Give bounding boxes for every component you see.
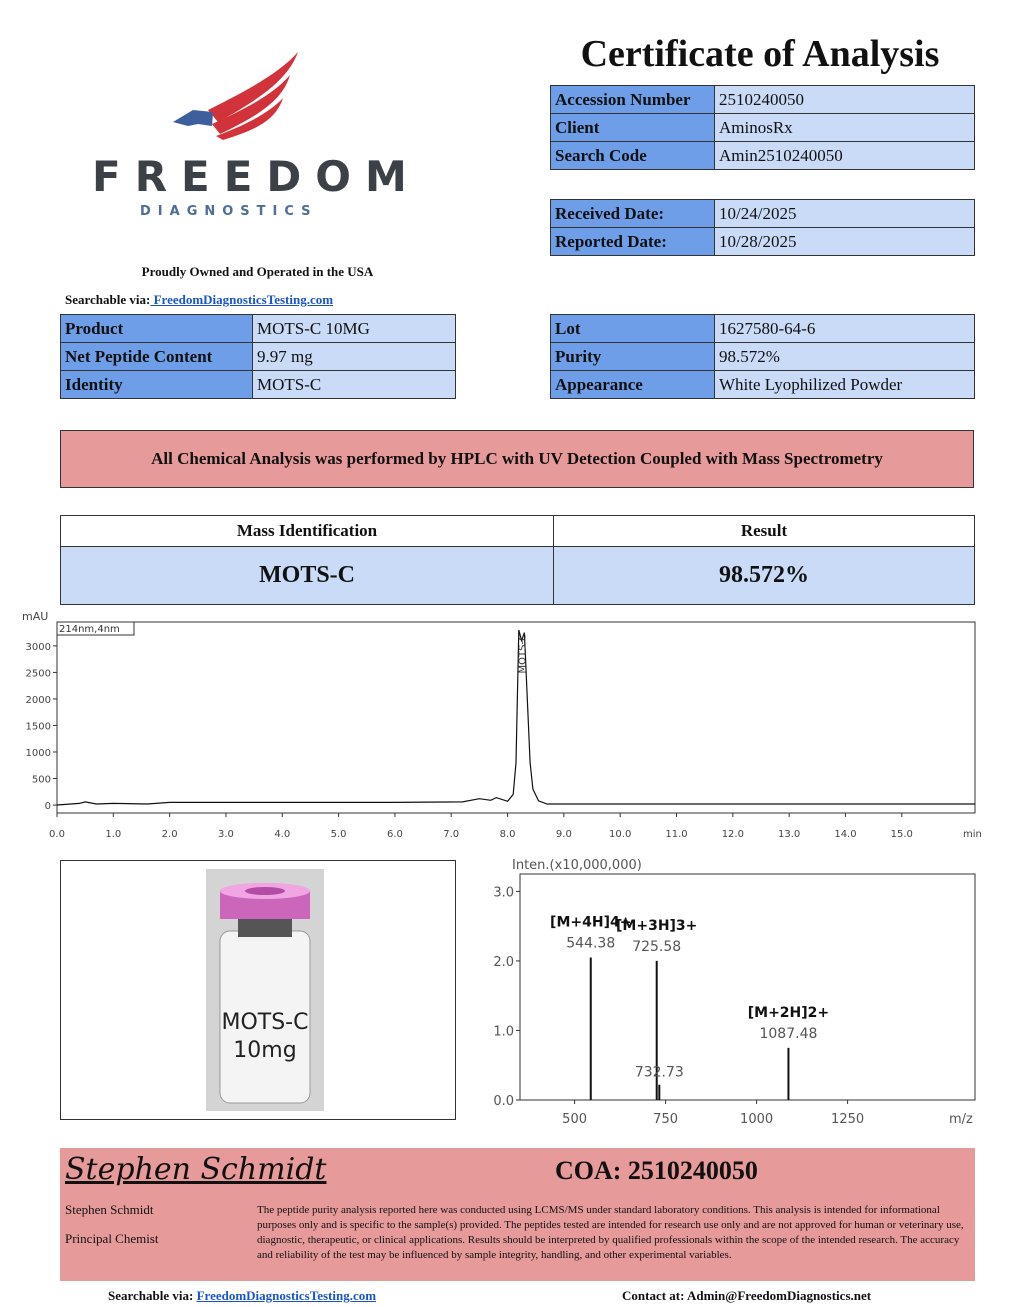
client-label: Client <box>551 114 715 142</box>
y-tick-label: 3.0 <box>493 885 514 901</box>
peak-mass-label: 725.58 <box>632 938 682 955</box>
x-tick-label: 13.0 <box>778 829 801 840</box>
vial-label-line1: MOTS-C <box>221 1010 309 1035</box>
dates-table <box>550 199 975 256</box>
chemist-name: Stephen Schmidt <box>65 1202 154 1217</box>
y-tick-label: 500 <box>31 774 51 786</box>
legend-label: 214nm,4nm <box>59 624 120 635</box>
disclaimer-text: The peptide purity analysis reported here was conducted using LCMS/MS under standard laboratory conditions. This analysis is intended for informational purposes only and is specific to the sample(s) provided. The peptides tested are intended for research use only and are not approved for human or veterinary use, diagnostic, therapeutic, or clinical applications. Results should be interpreted by qualified professionals within the scope of the intended research. The accuracy and reliability of the test may be influenced by sample integrity, handling, and other experimental variables. <box>257 1204 964 1261</box>
y-tick-label: 2000 <box>25 694 51 706</box>
peak-ion-label: [M+3H]3+ <box>616 917 698 934</box>
peak-ion-label: [M+4H]4+ <box>550 914 632 931</box>
table-row <box>551 371 975 399</box>
peak-mass-label: 732.73 <box>634 1064 684 1081</box>
reported-date-label: Reported Date: <box>551 228 715 256</box>
search-label: Searchable via: <box>65 292 151 307</box>
x-tick-label: 4.0 <box>274 829 291 840</box>
peak-mass-label: 544.38 <box>566 935 616 952</box>
received-date-value: 10/24/2025 <box>715 200 975 228</box>
x-tick-label: 15.0 <box>890 829 913 840</box>
x-axis-label: min <box>963 829 982 840</box>
hplc-chromatogram <box>20 608 985 846</box>
x-tick-label: 750 <box>653 1112 679 1127</box>
results-table <box>60 515 975 605</box>
y-tick-label: 3000 <box>25 641 51 653</box>
mass-spectrum <box>480 852 980 1134</box>
y-tick-label: 0 <box>44 801 51 813</box>
x-tick-label: 5.0 <box>330 829 347 840</box>
chemist-role: Principal Chemist <box>65 1231 159 1246</box>
peak-mass-label: 1087.48 <box>759 1025 818 1042</box>
signature: Stephen Schmidt <box>65 1152 327 1187</box>
appearance-value: White Lyophilized Powder <box>715 371 975 399</box>
x-tick-label: 6.0 <box>386 829 403 840</box>
search-label-bottom: Searchable via: <box>108 1288 194 1303</box>
mass-id-header: Mass Identification <box>61 516 554 547</box>
x-tick-label: 12.0 <box>721 829 744 840</box>
net-peptide-value: 9.97 mg <box>253 343 456 371</box>
table-row <box>551 343 975 371</box>
y-tick-label: 2.0 <box>493 954 514 970</box>
table-row <box>551 315 975 343</box>
x-tick-label: 1250 <box>831 1112 865 1127</box>
y-tick-label: 1500 <box>25 721 51 733</box>
table-row <box>551 86 975 114</box>
owned-tagline: Proudly Owned and Operated in the USA <box>141 264 374 279</box>
search-line-bottom <box>108 1288 376 1304</box>
accession-label: Accession Number <box>551 86 715 114</box>
search-code-label: Search Code <box>551 142 715 170</box>
purity-label: Purity <box>551 343 715 371</box>
chromatogram-trace <box>57 630 975 805</box>
x-tick-label: 10.0 <box>609 829 632 840</box>
y-tick-label: 0.0 <box>493 1094 514 1109</box>
vial-label-line2: 10mg <box>233 1038 297 1063</box>
accession-table <box>550 85 975 170</box>
mass-id-value: MOTS-C <box>61 547 554 605</box>
y-axis-label: Inten.(x10,000,000) <box>512 858 642 873</box>
table-row <box>61 371 456 399</box>
table-row <box>551 200 975 228</box>
x-tick-label: 14.0 <box>834 829 857 840</box>
x-tick-label: 7.0 <box>443 829 460 840</box>
table-row <box>61 343 456 371</box>
x-tick-label: 11.0 <box>665 829 688 840</box>
peak-label: MOTS-C <box>517 633 529 674</box>
table-row <box>551 142 975 170</box>
x-tick-label: 500 <box>562 1112 588 1127</box>
coa-number: COA: 2510240050 <box>555 1156 758 1185</box>
table-row <box>61 315 456 343</box>
lot-table <box>550 314 975 399</box>
x-axis-label: m/z <box>949 1112 973 1127</box>
search-link-bottom[interactable]: FreedomDiagnosticsTesting.com <box>196 1288 377 1303</box>
search-code-value: Amin2510240050 <box>715 142 975 170</box>
contact-email: Contact at: Admin@FreedomDiagnostics.net <box>622 1288 872 1303</box>
lot-value: 1627580-64-6 <box>715 315 975 343</box>
x-tick-label: 1.0 <box>105 829 122 840</box>
y-axis-label: mAU <box>22 610 49 623</box>
logo-subtitle: DIAGNOSTICS <box>140 204 318 219</box>
x-tick-label: 3.0 <box>218 829 234 840</box>
table-row <box>551 228 975 256</box>
search-line-top <box>65 292 333 308</box>
product-value: MOTS-C 10MG <box>253 315 456 343</box>
y-tick-label: 1000 <box>25 747 51 759</box>
x-tick-label: 8.0 <box>499 829 516 840</box>
net-peptide-label: Net Peptide Content <box>61 343 253 371</box>
vial-photo <box>206 869 324 1111</box>
accession-value: 2510240050 <box>715 86 975 114</box>
table-row <box>61 547 975 605</box>
lot-label: Lot <box>551 315 715 343</box>
received-date-label: Received Date: <box>551 200 715 228</box>
identity-value: MOTS-C <box>253 371 456 399</box>
result-value: 98.572% <box>554 547 975 605</box>
x-tick-label: 0.0 <box>49 829 65 840</box>
table-row <box>61 516 975 547</box>
x-tick-label: 9.0 <box>555 829 572 840</box>
plot-frame <box>520 874 975 1100</box>
table-row <box>551 114 975 142</box>
y-tick-label: 2500 <box>25 668 51 680</box>
appearance-label: Appearance <box>551 371 715 399</box>
result-header: Result <box>554 516 975 547</box>
page-title: Certificate of Analysis <box>580 33 940 75</box>
purity-value: 98.572% <box>715 343 975 371</box>
product-table <box>60 314 456 399</box>
client-value: AminosRx <box>715 114 975 142</box>
logo-wordmark: FREEDOM <box>92 152 421 201</box>
peak-ion-label: [M+2H]2+ <box>747 1004 830 1021</box>
sample-photo-frame <box>60 860 456 1120</box>
x-tick-label: 1000 <box>740 1112 774 1127</box>
method-banner: All Chemical Analysis was performed by HPLC with UV Detection Coupled with Mass Spectrometry <box>60 430 974 488</box>
plot-frame <box>57 622 975 813</box>
x-tick-label: 2.0 <box>161 829 178 840</box>
y-tick-label: 1.0 <box>493 1024 514 1040</box>
reported-date-value: 10/28/2025 <box>715 228 975 256</box>
identity-label: Identity <box>61 371 253 399</box>
product-label: Product <box>61 315 253 343</box>
flag-logo-icon <box>168 50 303 140</box>
search-link-top[interactable]: FreedomDiagnosticsTesting.com <box>150 292 334 307</box>
